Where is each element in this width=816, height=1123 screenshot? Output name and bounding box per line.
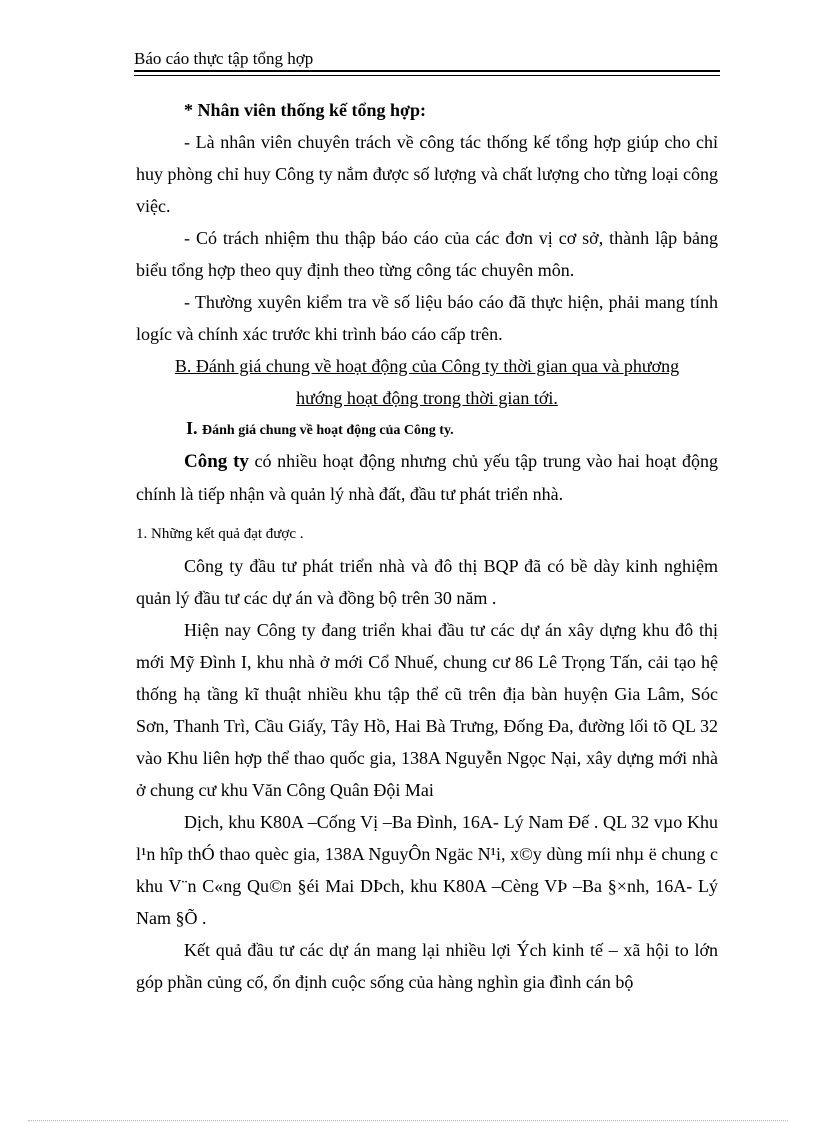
document-body [136, 94, 718, 998]
paragraph-2: - Có trách nhiệm thu thập báo cáo của các đơn vị cơ sở, thành lập bảng biểu tổng hợp theo quy định theo từng công tác chuyên môn. [136, 228, 718, 280]
section-i-heading [136, 414, 718, 445]
section-i-number: I. [186, 418, 198, 438]
paragraph-4: Công ty đầu tư phát triển nhà và đô thị BQP đã có bề dày kinh nghiệm quản lý đầu tư các dự án và đồng bộ trên 30 năm . [136, 556, 718, 608]
subsection-1-heading: 1. Những kết quả đạt được . [136, 526, 304, 542]
company-paragraph-text: có nhiều hoạt động nhưng chủ yếu tập trung vào hai hoạt động chính là tiếp nhận và quản lý nhà đất, đầu tư phát triển nhà. [136, 451, 718, 504]
company-lead: Công ty [184, 451, 249, 472]
section-b-line-2: hướng hoạt động trong thời gian tới. [296, 388, 558, 408]
paragraph-5: Hiện nay Công ty đang triển khai đầu tư các dự án xây dựng khu đô thị mới Mỹ Đình I, khu nhà ở mới Cổ Nhuế, chung cư 86 Lê Trọng Tấn, cải tạo hệ thống hạ tầng kĩ thuật nhiều khu tập thể cũ trên địa bàn huyện Gia Lâm, Sóc Sơn, Thanh Trì, Cầu Giấy, Tây Hồ, Hai Bà Trưng, Đống Đa, đường lối tõ QL 32 vào Khu liên hợp thể thao quốc gia, 138A Nguyễn Ngọc Nại, xây dựng mới nhà ở chung cư khu Văn Công Quân Đội Mai [136, 620, 718, 800]
paragraph-1: - Là nhân viên chuyên trách về công tác thống kế tổng hợp giúp cho chỉ huy phòng chỉ huy Công ty nắm được số lượng và chất lượng cho từng loại công việc. [136, 132, 718, 216]
section-b-line-1: B. Đánh giá chung về hoạt động của Công ty thời gian qua và phương [174, 356, 680, 376]
section-i-title: Đánh giá chung về hoạt động của Công ty. [202, 423, 454, 438]
page-bottom-border [28, 1120, 788, 1121]
paragraph-3: - Thường xuyên kiểm tra về số liệu báo cáo đã thực hiện, phải mang tính logíc và chính xác trước khi trình báo cáo cấp trên. [136, 292, 718, 344]
company-paragraph [136, 445, 718, 510]
header-rule-thick [134, 70, 720, 72]
paragraph-6: Dịch, khu K80A –Cống Vị –Ba Đình, 16A- Lý Nam Đế . QL 32 vµo Khu l¹n hîp thÓ thao quèc gia, 138A NguyÔn Ngäc N¹i, x©y dùng míi nhµ ë chung c khu V¨n C«ng Qu©n §éi Mai DÞch, khu K80A –Cèng VÞ –Ba §×nh, 16A- Lý Nam §Õ . [136, 812, 718, 928]
paragraph-7: Kết quả đầu tư các dự án mang lại nhiều lợi Ých kinh tế – xã hội to lớn góp phần củng cố, ổn định cuộc sống của hàng nghìn gia đình cán bộ [136, 940, 718, 992]
section-b-heading [136, 350, 718, 414]
staff-heading: * Nhân viên thống kế tổng hợp: [184, 100, 427, 120]
header-rule-thin [134, 75, 720, 76]
page-header-title: Báo cáo thực tập tổng hợp [134, 49, 314, 68]
